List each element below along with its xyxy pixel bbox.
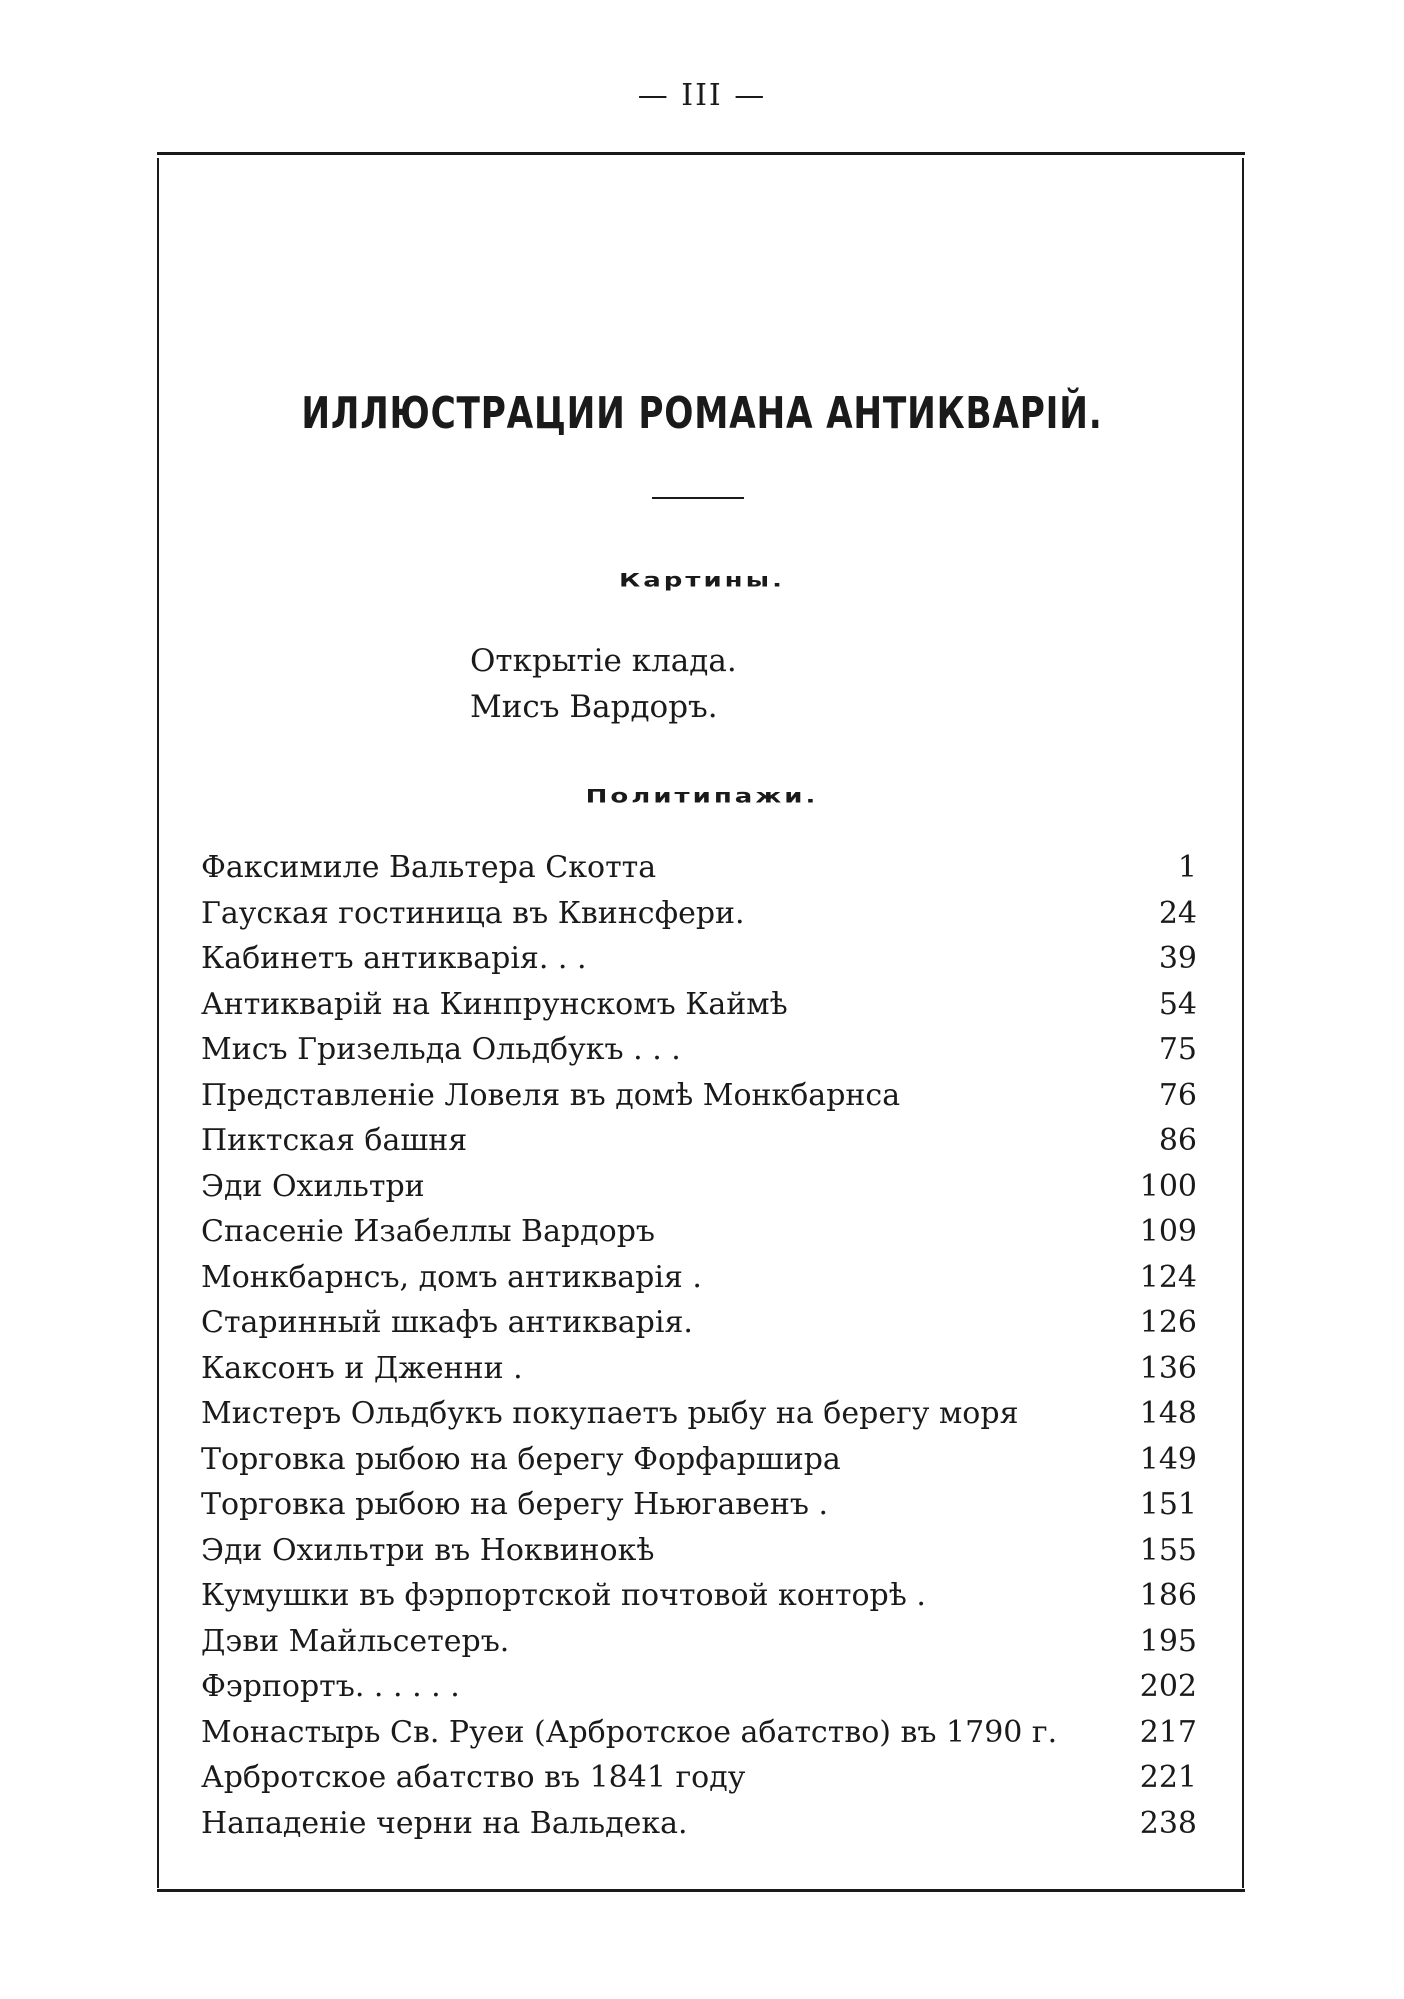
- list-item: [201, 1801, 1197, 1847]
- item-title: Мистеръ Ольдбукъ покупаетъ рыбу на берегу моря: [201, 1396, 1019, 1431]
- item-page: 39: [1158, 941, 1197, 976]
- list-item: [201, 1164, 1197, 1210]
- item-title: Арбротское абатство въ 1841 году: [201, 1760, 746, 1795]
- item-page: 86: [1158, 1123, 1197, 1158]
- item-page: 217: [1139, 1714, 1197, 1750]
- list-item: [201, 1664, 1197, 1710]
- list-item: [201, 891, 1197, 937]
- item-page: 54: [1158, 986, 1197, 1022]
- item-title: Торговка рыбою на берегу Ньюгавенъ .: [201, 1487, 829, 1522]
- item-page: 155: [1139, 1532, 1197, 1568]
- item-title: Антикварій на Кинпрунскомъ Каймѣ: [201, 986, 788, 1022]
- title-divider: [652, 497, 744, 499]
- item-page: 221: [1139, 1760, 1197, 1795]
- list-item: [201, 1118, 1197, 1164]
- item-page: 126: [1139, 1305, 1197, 1340]
- item-title: Представленіе Ловеля въ домѣ Монкбарнса: [201, 1077, 901, 1113]
- list-item: [201, 1482, 1197, 1528]
- list-item: [201, 1391, 1197, 1437]
- list-item: [201, 1209, 1197, 1255]
- item-page: 186: [1139, 1578, 1197, 1613]
- list-item: [201, 1437, 1197, 1483]
- item-title: Старинный шкафъ антикварія.: [201, 1305, 693, 1340]
- item-page: 75: [1158, 1032, 1197, 1067]
- list-item: [201, 1346, 1197, 1392]
- item-title: Кабинетъ антикварія. . .: [201, 941, 587, 976]
- pictures-heading: Картины.: [618, 570, 786, 592]
- item-title: Мисъ Гризельда Ольдбукъ . . .: [201, 1032, 681, 1067]
- item-page: 195: [1139, 1623, 1197, 1659]
- list-item: [201, 845, 1197, 891]
- item-title: Факсимиле Вальтера Скотта: [201, 850, 657, 885]
- item-title: Кумушки въ фэрпортской почтовой конторѣ .: [201, 1578, 926, 1613]
- list-item: [201, 1619, 1197, 1665]
- item-title: Каксонъ и Дженни .: [201, 1350, 523, 1386]
- list-item: [201, 1710, 1197, 1756]
- item-title: Торговка рыбою на берегу Форфаршира: [201, 1441, 841, 1477]
- item-page: 151: [1139, 1487, 1197, 1522]
- list-item: [201, 982, 1197, 1028]
- item-title: Дэви Майльсетеръ.: [201, 1623, 510, 1659]
- item-page: 124: [1139, 1259, 1197, 1295]
- item-page: 100: [1139, 1168, 1197, 1204]
- list-item: [201, 1300, 1197, 1346]
- item-page: 149: [1139, 1441, 1197, 1477]
- item-title: Пиктская башня: [201, 1123, 468, 1158]
- item-title: Монастырь Св. Руеи (Арбротское абатство) въ 1790 г.: [201, 1714, 1058, 1750]
- list-item: [201, 1027, 1197, 1073]
- page-title: ИЛЛЮСТРАЦИИ РОМАНА АНТИКВАРІЙ.: [301, 388, 1103, 439]
- item-page: 24: [1158, 895, 1197, 931]
- item-page: 148: [1139, 1396, 1197, 1431]
- list-item: [201, 1755, 1197, 1801]
- frame-bottom-rule: [157, 1889, 1245, 1892]
- item-page: 238: [1139, 1805, 1197, 1841]
- item-page: 1: [1177, 850, 1197, 885]
- item-page: 76: [1158, 1077, 1197, 1113]
- item-page: 202: [1139, 1669, 1197, 1704]
- item-title: Фэрпортъ. . . . . .: [201, 1669, 460, 1704]
- list-item: [201, 936, 1197, 982]
- list-item: [201, 1073, 1197, 1119]
- item-title: Нападеніе черни на Вальдека.: [201, 1805, 688, 1841]
- item-page: 109: [1139, 1214, 1197, 1249]
- engravings-heading: Политипажи.: [585, 786, 819, 808]
- item-title: Эди Охильтри въ Ноквинокѣ: [201, 1532, 655, 1568]
- picture-item: Открытіе клада.: [470, 643, 737, 679]
- item-title: Эди Охильтри: [201, 1168, 425, 1204]
- item-title: Гауская гостиница въ Квинсфери.: [201, 895, 745, 931]
- item-title: Спасеніе Изабеллы Вардоръ: [201, 1214, 655, 1249]
- list-item: [201, 1255, 1197, 1301]
- page-number: — III —: [637, 78, 767, 113]
- list-item: [201, 1528, 1197, 1574]
- frame-top-rule: [157, 152, 1245, 155]
- item-page: 136: [1139, 1350, 1197, 1386]
- engravings-list: [201, 845, 1197, 1846]
- pictures-list: [470, 638, 737, 730]
- list-item: [201, 1573, 1197, 1619]
- item-title: Монкбарнсъ, домъ антикварія .: [201, 1259, 702, 1295]
- picture-item: Мисъ Вардоръ.: [470, 689, 718, 725]
